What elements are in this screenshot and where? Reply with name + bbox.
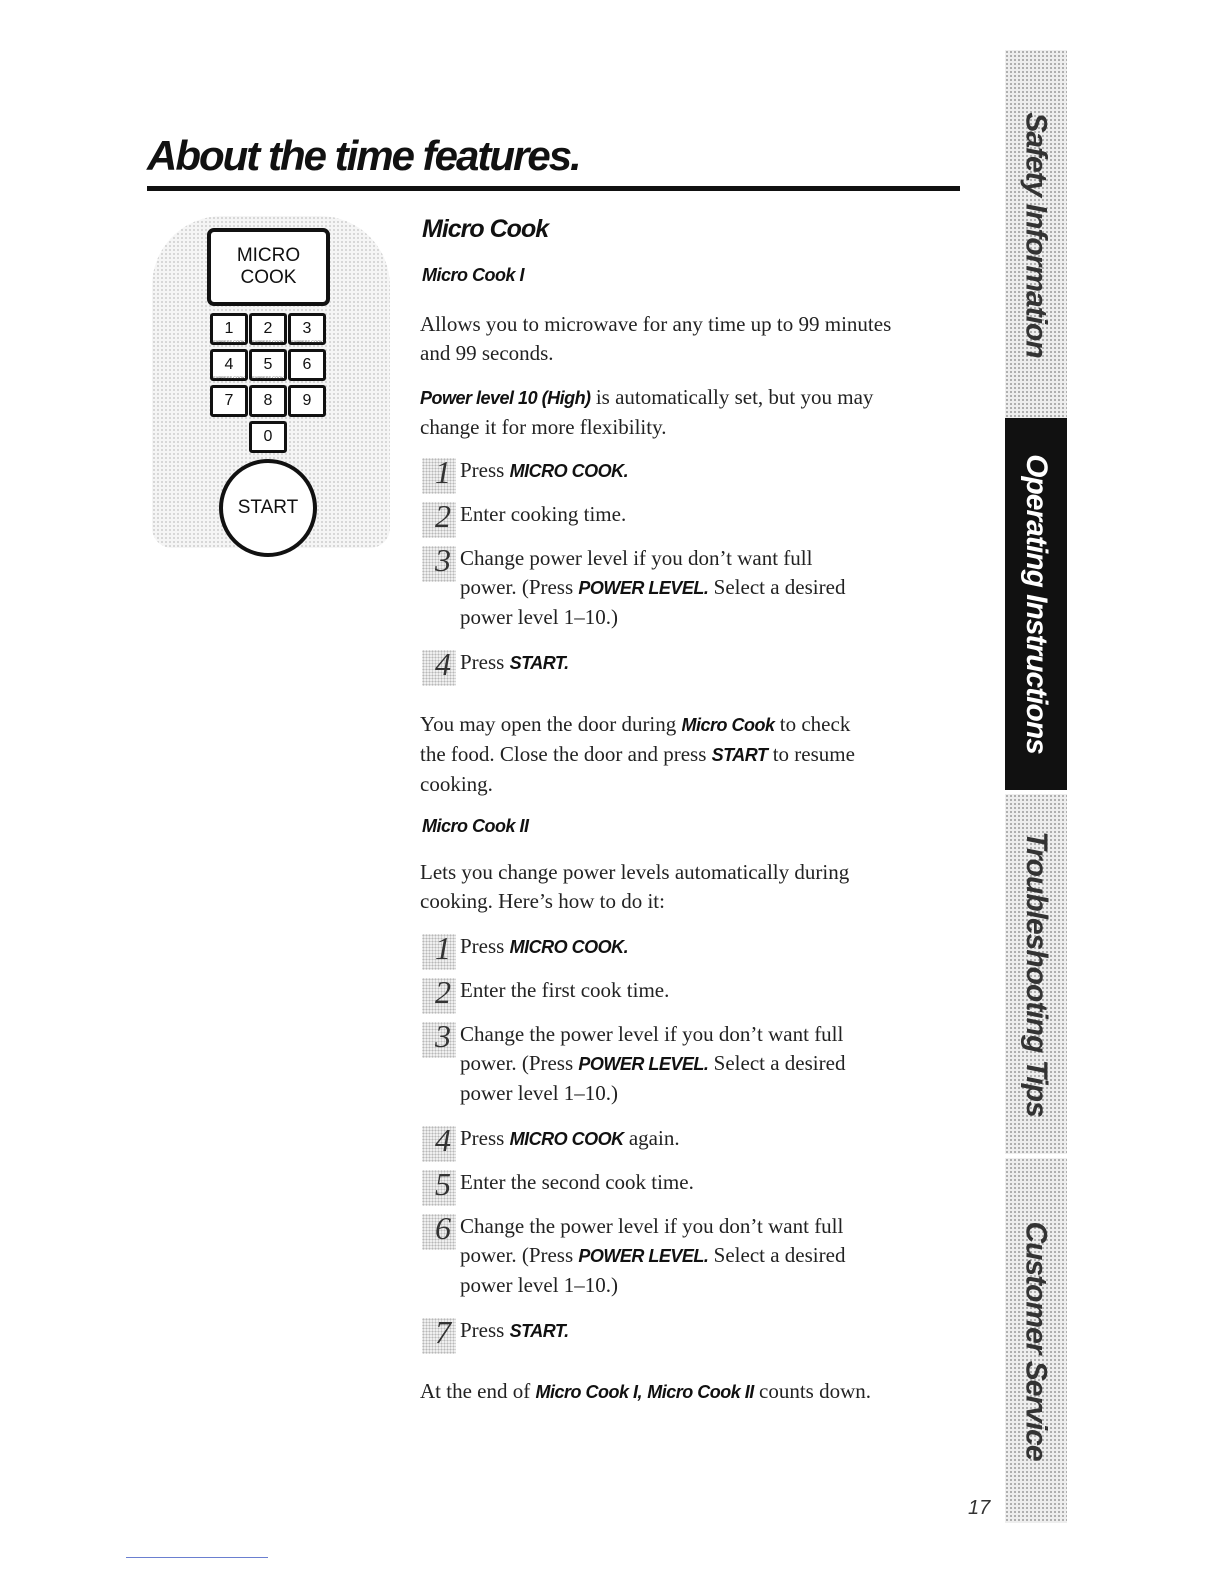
number-key-8	[249, 385, 287, 417]
number-key-0	[249, 421, 287, 453]
step-text: power. (Press	[460, 1243, 579, 1267]
step-text-pre: Enter cooking time.	[460, 502, 627, 526]
step-6	[422, 1210, 942, 1297]
step-number: 3	[435, 542, 451, 578]
step-text-pre: Press	[460, 650, 510, 674]
step-number: 7	[435, 1314, 451, 1350]
step-text	[460, 932, 940, 962]
micro-cook-key-line1: MICRO	[236, 245, 301, 266]
step-keyword: START.	[509, 1321, 569, 1341]
step-text: power level 1–10.)	[460, 1081, 619, 1105]
step-5	[422, 1166, 942, 1210]
step-text	[460, 1168, 940, 1197]
number-key-sublabel: EXPRESS COOK	[252, 375, 284, 380]
micro-cook-1-heading: Micro Cook I	[422, 265, 525, 285]
text: counts down.	[753, 1379, 872, 1403]
micro-cook-2-heading: Micro Cook II	[422, 816, 529, 836]
text: to resume	[767, 742, 855, 766]
step-continuation-line	[460, 1241, 940, 1271]
number-key-label: 5	[263, 356, 273, 373]
step-continuation-line	[460, 603, 940, 632]
step-keyword: POWER LEVEL.	[578, 1246, 709, 1266]
intro-line: Allows you to microwave for any time up to 99 minutes	[420, 312, 892, 336]
start-key-label: START	[237, 497, 299, 518]
step-3	[422, 542, 942, 629]
text: to check	[774, 712, 851, 736]
title-rule	[147, 186, 960, 191]
step-2	[422, 974, 942, 1018]
step-4	[422, 646, 942, 690]
micro-cook-key-line2: COOK	[240, 267, 297, 288]
end-note	[420, 1377, 950, 1407]
text: You may open the door during	[420, 712, 682, 736]
step-keyword: MICRO COOK.	[509, 937, 629, 957]
step-text-pre: Press	[460, 458, 510, 482]
number-key-label: 7	[224, 392, 234, 409]
number-key-sublabel: EXPRESS COOK	[213, 339, 245, 344]
side-tab-label: Troubleshooting Tips	[1020, 831, 1053, 1117]
power-note-bold: Power level 10 (High)	[420, 388, 591, 408]
text: At the end of	[420, 1379, 536, 1403]
side-tab-label: Safety Information	[1020, 112, 1053, 358]
step-4	[422, 1122, 942, 1166]
step-text: Select a desired	[708, 1243, 846, 1267]
side-tab-label: Operating Instructions	[1020, 454, 1054, 754]
step-keyword: MICRO COOK.	[509, 461, 629, 481]
step-text	[460, 1020, 940, 1108]
step-text-pre: Press	[460, 934, 510, 958]
step-continuation-line	[460, 573, 940, 603]
step-keyword: POWER LEVEL.	[578, 578, 709, 598]
door-note-line	[420, 710, 950, 740]
side-tab-label: Customer Service	[1020, 1220, 1053, 1461]
step-number: 2	[435, 498, 451, 534]
door-note	[420, 710, 950, 799]
side-tab-customer-service[interactable]	[1005, 1158, 1067, 1523]
number-key-label: 3	[302, 320, 312, 337]
step-text: Select a desired	[708, 1051, 846, 1075]
step-number: 2	[435, 974, 451, 1010]
micro-cook-key	[207, 228, 330, 306]
step-text-pre: Change the power level if you don’t want full	[460, 1214, 844, 1238]
door-note-line: cooking.	[420, 772, 493, 796]
page-title: About the time features.	[147, 132, 580, 179]
side-tab-troubleshooting-tips[interactable]	[1005, 794, 1067, 1154]
step-text: Select a desired	[708, 575, 846, 599]
step-text-pre: Change power level if you don’t want full	[460, 546, 813, 570]
step-text-pre: Enter the first cook time.	[460, 978, 670, 1002]
step-text	[460, 1212, 940, 1300]
step-7	[422, 1314, 942, 1358]
text: the food. Close the door and press	[420, 742, 712, 766]
step-number: 3	[435, 1018, 451, 1054]
step-text	[460, 544, 940, 632]
section-heading: Micro Cook	[422, 215, 549, 243]
step-text	[460, 648, 940, 678]
step-continuation-line	[460, 1049, 940, 1079]
step-number: 4	[435, 646, 451, 682]
step-text-post: again.	[623, 1126, 680, 1150]
keyword: Micro Cook	[681, 715, 775, 735]
start-key	[219, 459, 317, 557]
micro-cook-1-intro	[420, 310, 950, 368]
number-key-9	[288, 385, 326, 417]
step-number: 6	[435, 1210, 451, 1246]
step-text	[460, 1316, 940, 1346]
step-text	[460, 976, 940, 1005]
side-tab-safety-information[interactable]	[1005, 50, 1067, 420]
step-2	[422, 498, 942, 542]
number-key-label: 2	[263, 320, 273, 337]
number-key-sublabel: EXPRESS COOK	[213, 375, 245, 380]
power-note-line	[420, 383, 950, 413]
number-key-5	[249, 349, 287, 381]
step-text: power level 1–10.)	[460, 1273, 619, 1297]
number-key-1	[210, 313, 248, 345]
number-key-4	[210, 349, 248, 381]
intro-line: and 99 seconds.	[420, 341, 554, 365]
step-keyword: POWER LEVEL.	[578, 1054, 709, 1074]
step-continuation-line	[460, 1079, 940, 1108]
page-number: 17	[968, 1497, 991, 1519]
intro-line: cooking. Here’s how to do it:	[420, 889, 665, 913]
step-1	[422, 454, 942, 498]
step-number: 4	[435, 1122, 451, 1158]
step-continuation-line	[460, 1271, 940, 1300]
step-text-pre: Enter the second cook time.	[460, 1170, 694, 1194]
number-key-sublabel: EXPRESS COOK	[252, 339, 284, 344]
step-text: power. (Press	[460, 575, 579, 599]
number-key-sublabel: EXPRESS COOK	[291, 339, 323, 344]
power-note-rest: is automatically set, but you may	[590, 385, 874, 409]
intro-line: Lets you change power levels automatically during	[420, 860, 850, 884]
step-text: power. (Press	[460, 1051, 579, 1075]
step-text	[460, 456, 940, 486]
step-text	[460, 1124, 940, 1154]
step-number: 1	[435, 454, 451, 490]
keyword: Micro Cook I,	[535, 1382, 642, 1402]
step-text-pre: Press	[460, 1318, 510, 1342]
number-key-label: 4	[224, 356, 234, 373]
step-keyword: MICRO COOK	[509, 1129, 624, 1149]
power-note-line: change it for more flexibility.	[420, 415, 667, 439]
door-note-line	[420, 740, 950, 770]
number-key-2	[249, 313, 287, 345]
power-level-note	[420, 383, 950, 442]
step-3	[422, 1018, 942, 1105]
number-key-3	[288, 313, 326, 345]
number-key-label: 0	[263, 428, 273, 445]
number-key-label: 6	[302, 356, 312, 373]
micro-cook-2-intro	[420, 858, 950, 916]
number-key-label: 9	[302, 392, 312, 409]
number-key-label: 1	[224, 320, 234, 337]
step-number: 1	[435, 930, 451, 966]
number-key-label: 8	[263, 392, 273, 409]
number-key-7	[210, 385, 248, 417]
keyword: Micro Cook II	[647, 1382, 754, 1402]
step-text-pre: Change the power level if you don’t want full	[460, 1022, 844, 1046]
step-1	[422, 930, 942, 974]
step-keyword: START.	[509, 653, 569, 673]
side-tab-operating-instructions[interactable]	[1005, 418, 1067, 790]
step-number: 5	[435, 1166, 451, 1202]
step-text: power level 1–10.)	[460, 605, 619, 629]
number-key-6	[288, 349, 326, 381]
keyword: START	[711, 745, 768, 765]
step-text	[460, 500, 940, 529]
step-text-pre: Press	[460, 1126, 510, 1150]
bottom-rule	[126, 1557, 268, 1558]
